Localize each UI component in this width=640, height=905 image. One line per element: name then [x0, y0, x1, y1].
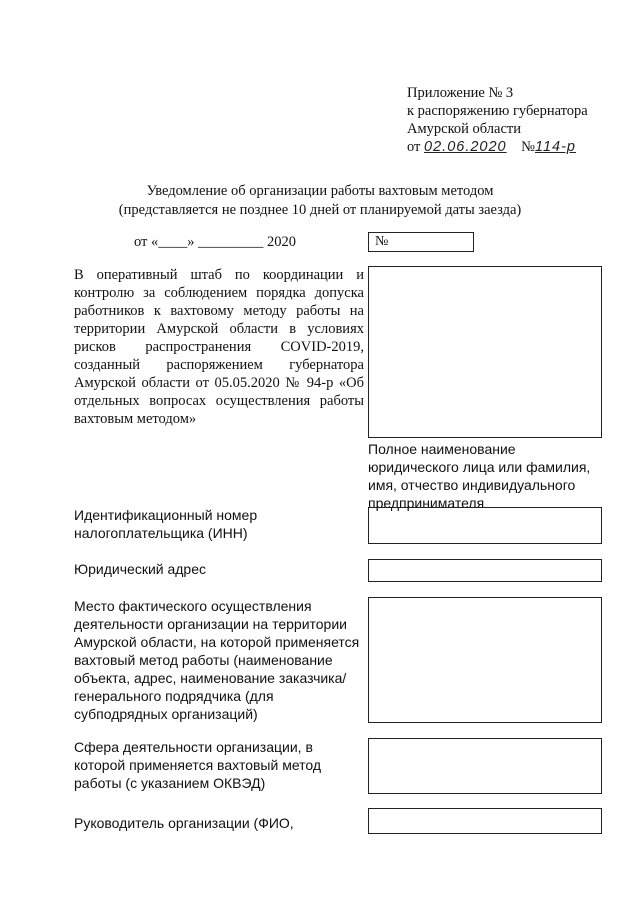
- appendix-block: [407, 84, 588, 156]
- appendix-line-2: к распоряжению губернатора: [407, 103, 588, 119]
- date-line: от «____» _________ 2020: [134, 234, 297, 250]
- recipient-name-field[interactable]: [368, 266, 602, 438]
- title-line-2: (представляется не позднее 10 дней от планируемой даты заезда): [118, 202, 522, 218]
- appendix-date-line: [407, 138, 588, 156]
- date-prefix: от: [407, 139, 421, 155]
- activity-label: Сфера деятельности организации, в которой применяется вахтовый метод работы (с указанием ОКВЭД): [74, 739, 322, 791]
- inn-field[interactable]: [368, 507, 602, 544]
- activity-field[interactable]: [368, 738, 602, 794]
- appendix-line-1: Приложение № 3: [407, 85, 514, 101]
- handwritten-date: 02.06.2020: [424, 139, 507, 155]
- inn-label: Идентификационный номер налогоплательщика (ИНН): [74, 507, 258, 541]
- legal-address-field[interactable]: [368, 559, 602, 582]
- intro-text: В оперативный штаб по координации и контролю за соблюдением порядка допуска работников к вахтовому методу работы на территории Амурской области в условиях рисков распространения COVID-2019, созданный распоряжением губернатора Амурской области от 05.05.2020 № 94-р «Об отдельных вопросах осуществления работы вахтовым методом»: [74, 267, 364, 427]
- actual-place-field[interactable]: [368, 597, 602, 723]
- appendix-line-3: Амурской области: [407, 121, 521, 137]
- title-line-1: Уведомление об организации работы вахтовым методом: [146, 183, 494, 199]
- head-label: Руководитель организации (ФИО,: [74, 815, 294, 831]
- document-title: [0, 182, 640, 220]
- actual-place-label: Место фактического осуществления деятельности организации на территории Амурской области, на которой применяется вахтовый метод работы (наименование объекта, адрес, наименование заказчика/генерального подрядчика (для субподрядных организаций): [74, 598, 360, 722]
- number-prefix: №: [521, 139, 535, 155]
- head-field[interactable]: [368, 808, 602, 834]
- handwritten-number: 114-р: [534, 139, 576, 155]
- registration-number-box[interactable]: №: [368, 232, 474, 252]
- legal-address-label: Юридический адрес: [74, 561, 207, 577]
- recipient-caption: Полное наименование юридического лица или фамилия, имя, отчество индивидуального предпринимателя: [368, 441, 591, 511]
